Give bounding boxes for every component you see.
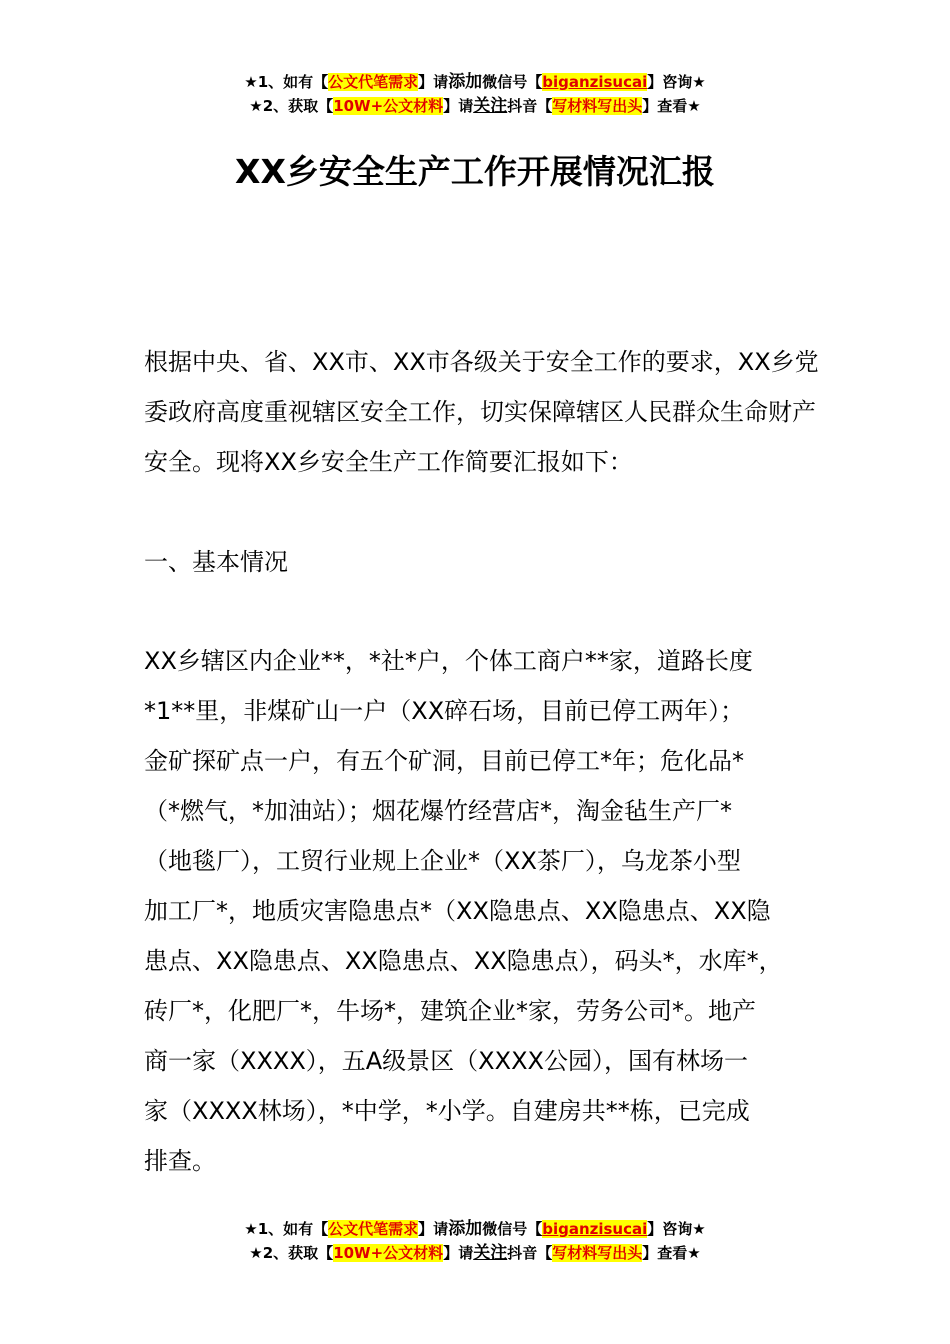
promo-text: 抖音【 bbox=[507, 97, 553, 115]
promo-text: 】咨询★ bbox=[647, 73, 706, 91]
text-line: （*燃气，*加油站）；烟花爆竹经营店*，淘金毡生产厂* bbox=[144, 797, 732, 825]
promo-text: 微信号【 bbox=[482, 73, 543, 91]
promo-text: 抖音【 bbox=[507, 1244, 553, 1262]
promo-text: 】请 bbox=[418, 73, 449, 91]
promo-emphasis: 关注 bbox=[473, 1243, 508, 1263]
text-line: （地毯厂），工贸行业规上企业*（XX茶厂），乌龙茶小型 bbox=[144, 847, 741, 875]
promo-emphasis: 添加 bbox=[448, 72, 483, 92]
header-promo-banner bbox=[0, 70, 950, 118]
promo-douyin-account: 写材料写出头 bbox=[552, 1244, 643, 1262]
text-line: 金矿探矿点一户，有五个矿洞，目前已停工*年；危化品* bbox=[144, 747, 744, 775]
text-line: 商一家（XXXX），五A级景区（XXXX公园），国有林场一 bbox=[144, 1047, 748, 1075]
promo-text: ★2、获取【 bbox=[249, 97, 334, 115]
text-line: 加工厂*，地质灾害隐患点*（XX隐患点、XX隐患点、XX隐 bbox=[144, 897, 771, 925]
promo-text: ★2、获取【 bbox=[249, 1244, 334, 1262]
text-line: *1**里，非煤矿山一户（XX碎石场，目前已停工两年）； bbox=[144, 697, 745, 725]
promo-text: ★1、如有【 bbox=[244, 1220, 329, 1238]
promo-wechat-id: biganzisucai bbox=[542, 73, 648, 91]
promo-emphasis: 添加 bbox=[448, 1219, 483, 1239]
document-title: XX乡安全生产工作开展情况汇报 bbox=[235, 152, 715, 191]
text-line: 患点、XX隐患点、XX隐患点、XX隐患点），码头*，水库*， bbox=[144, 947, 783, 975]
promo-text: 】请 bbox=[443, 1244, 474, 1262]
promo-text: 】咨询★ bbox=[647, 1220, 706, 1238]
basic-situation-paragraph bbox=[144, 636, 834, 1186]
promo-line-1 bbox=[0, 1217, 950, 1241]
promo-text: 】请 bbox=[443, 97, 474, 115]
text-line: 排查。 bbox=[144, 1147, 216, 1175]
intro-text: 根据中央、省、XX市、XX市各级关于安全工作的要求，XX乡党委政府高度重视辖区安全工作，切实保障辖区人民群众生命财产安全。现将XX乡安全生产工作简要汇报如下： bbox=[144, 348, 819, 476]
text-line: 家（XXXX林场），*中学，*小学。自建房共**栋，已完成 bbox=[144, 1097, 750, 1125]
promo-line-1 bbox=[0, 70, 950, 94]
promo-text: 】查看★ bbox=[642, 1244, 701, 1262]
promo-wechat-id: biganzisucai bbox=[542, 1220, 648, 1238]
promo-text: ★1、如有【 bbox=[244, 73, 329, 91]
promo-douyin-account: 写材料写出头 bbox=[552, 97, 643, 115]
promo-text: 微信号【 bbox=[482, 1220, 543, 1238]
promo-text: 】请 bbox=[418, 1220, 449, 1238]
text-line: 砖厂*，化肥厂*，牛场*，建筑企业*家，劳务公司*。地产 bbox=[144, 997, 756, 1025]
promo-emphasis: 关注 bbox=[473, 96, 508, 116]
footer-promo-banner bbox=[0, 1217, 950, 1265]
promo-highlight: 10W+公文材料 bbox=[333, 97, 444, 115]
intro-paragraph bbox=[144, 337, 834, 487]
text-line: XX乡辖区内企业**，*社*户，个体工商户**家，道路长度 bbox=[144, 647, 753, 675]
promo-highlight: 公文代笔需求 bbox=[328, 1220, 419, 1238]
promo-highlight: 公文代笔需求 bbox=[328, 73, 419, 91]
promo-text: 】查看★ bbox=[642, 97, 701, 115]
promo-line-2 bbox=[0, 94, 950, 118]
section-heading bbox=[144, 537, 834, 587]
promo-line-2 bbox=[0, 1241, 950, 1265]
promo-highlight: 10W+公文材料 bbox=[333, 1244, 444, 1262]
section1-heading: 一、基本情况 bbox=[144, 548, 288, 576]
